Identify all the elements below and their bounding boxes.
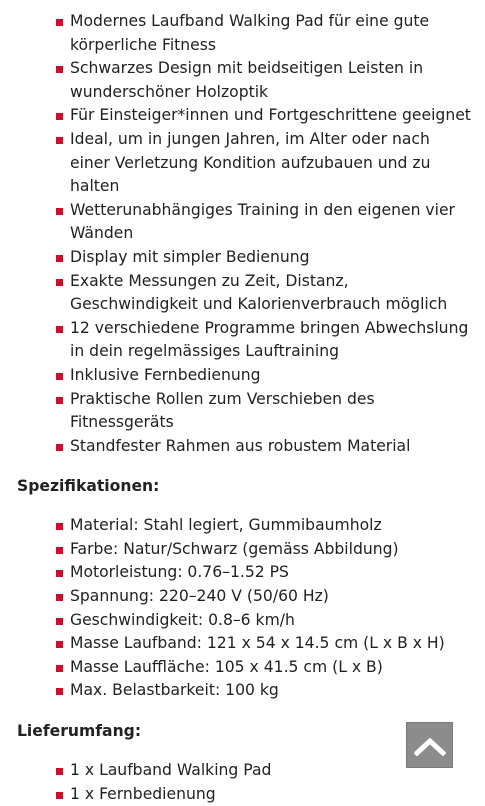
feature-text: 12 verschiedene Programme bringen Abwechslung in dein regelmässiges Lauftraining <box>70 318 469 361</box>
spec-text: Material: Stahl legiert, Gummibaumholz <box>70 516 382 535</box>
spec-text: Max. Belastbarkeit: 100 kg <box>70 681 279 700</box>
list-item <box>56 199 485 246</box>
bullet-square-icon <box>56 208 63 215</box>
spec-text: Masse Laufband: 121 x 54 x 14.5 cm (L x B x H) <box>70 634 445 653</box>
bullet-square-icon <box>56 665 63 672</box>
spec-text: Geschwindigkeit: 0.8–6 km/h <box>70 610 295 629</box>
feature-text: Modernes Laufband Walking Pad für eine gute körperliche Fitness <box>70 12 430 54</box>
bullet-square-icon <box>56 618 63 625</box>
bullet-square-icon <box>56 326 63 333</box>
bullet-square-icon <box>56 66 63 73</box>
spec-text: Spannung: 220–240 V (50/60 Hz) <box>70 587 329 606</box>
list-item <box>56 57 485 104</box>
list-item <box>56 609 485 633</box>
bullet-square-icon <box>56 547 63 554</box>
feature-text: Ideal, um in jungen Jahren, im Alter oder nach einer Verletzung Kondition aufzubauen und zu halten <box>70 129 431 196</box>
list-item <box>56 246 485 270</box>
list-item <box>56 10 485 57</box>
bullet-square-icon <box>56 792 63 799</box>
bullet-square-icon <box>56 444 63 451</box>
delivery-text: 1 x Fernbedienung <box>70 784 216 803</box>
list-item <box>56 270 485 317</box>
spec-text: Motorleistung: 0.76–1.52 PS <box>70 563 289 582</box>
specs-heading: Spezifikationen: <box>17 477 160 496</box>
feature-text: Für Einsteiger*innen und Fortgeschrittene geeignet <box>70 106 471 125</box>
list-item <box>56 783 485 806</box>
list-item <box>56 104 485 128</box>
list-item <box>56 514 485 538</box>
delivery-text: 1 x Laufband Walking Pad <box>70 761 272 780</box>
bullet-square-icon <box>56 373 63 380</box>
bullet-square-icon <box>56 523 63 530</box>
product-description <box>0 10 485 806</box>
bullet-square-icon <box>56 137 63 144</box>
bullet-square-icon <box>56 279 63 286</box>
scroll-to-top-button[interactable] <box>406 722 453 768</box>
bullet-square-icon <box>56 594 63 601</box>
bullet-square-icon <box>56 397 63 404</box>
bullet-square-icon <box>56 688 63 695</box>
specs-list <box>0 514 485 703</box>
list-item <box>56 656 485 680</box>
feature-text: Wetterunabhängiges Training in den eigenen vier Wänden <box>70 200 455 243</box>
feature-text: Schwarzes Design mit beidseitigen Leisten in wunderschöner Holzoptik <box>70 59 424 101</box>
list-item <box>56 388 485 435</box>
feature-text: Standfester Rahmen aus robustem Material <box>70 436 411 455</box>
bullet-square-icon <box>56 255 63 262</box>
feature-text: Praktische Rollen zum Verschieben des Fitnessgeräts <box>70 389 375 432</box>
feature-text: Exakte Messungen zu Zeit, Distanz, Geschwindigkeit und Kalorienverbrauch möglich <box>70 271 448 314</box>
list-item <box>56 561 485 585</box>
feature-list <box>0 10 485 458</box>
delivery-heading: Lieferumfang: <box>17 722 142 741</box>
list-item <box>56 679 485 703</box>
list-item <box>56 585 485 609</box>
list-item <box>56 632 485 656</box>
list-item <box>56 538 485 562</box>
spec-text: Masse Lauffläche: 105 x 41.5 cm (L x B) <box>70 657 383 676</box>
list-item <box>56 364 485 388</box>
list-item <box>56 435 485 459</box>
feature-text: Display mit simpler Bedienung <box>70 247 310 266</box>
list-item <box>56 128 485 199</box>
bullet-square-icon <box>56 19 63 26</box>
bullet-square-icon <box>56 570 63 577</box>
bullet-square-icon <box>56 113 63 120</box>
bullet-square-icon <box>56 768 63 775</box>
bullet-square-icon <box>56 641 63 648</box>
list-item <box>56 317 485 364</box>
feature-text: Inklusive Fernbedienung <box>70 365 261 384</box>
spec-text: Farbe: Natur/Schwarz (gemäss Abbildung) <box>70 539 399 558</box>
chevron-up-icon <box>414 736 446 756</box>
